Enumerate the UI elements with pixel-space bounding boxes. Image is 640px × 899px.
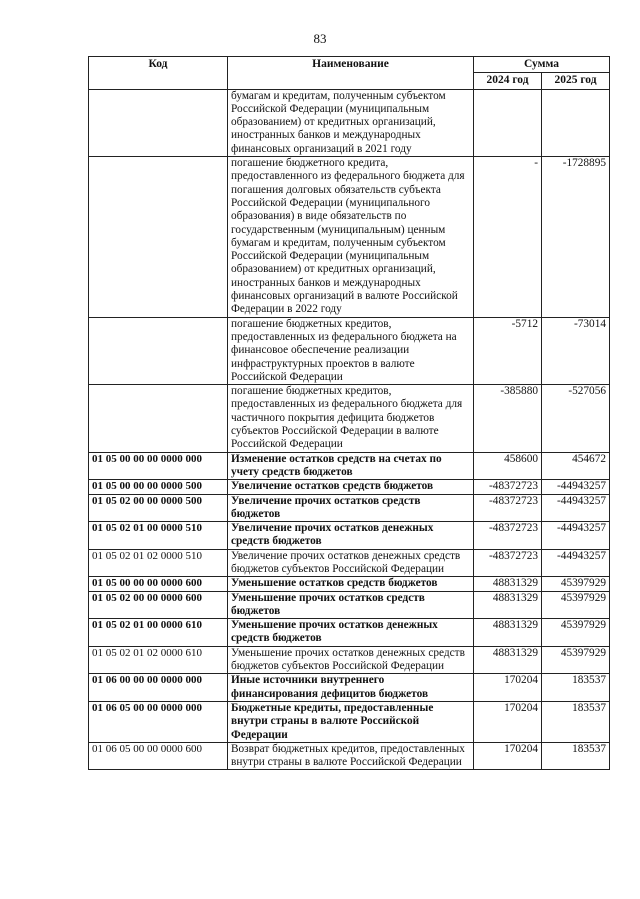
row-value-2024: 48831329 (474, 646, 542, 674)
row-code-cell: 01 05 02 01 02 0000 510 (89, 549, 228, 577)
row-value-2025: -44943257 (542, 522, 610, 550)
row-name-cell: бумагам и кредитам, полученным субъектом Российской Федерации (муниципальным образованием) от кредитных организаций, иностранных банков и международных финансовых организаций в 2021 году (228, 89, 474, 156)
row-value-2025: -73014 (542, 317, 610, 384)
header-code: Код (89, 57, 228, 90)
table-row (89, 89, 610, 156)
row-name-cell: Увеличение остатков средств бюджетов (228, 480, 474, 494)
row-value-2025: -1728895 (542, 157, 610, 318)
row-value-2025: 45397929 (542, 646, 610, 674)
row-code-cell (89, 317, 228, 384)
row-name-cell: Возврат бюджетных кредитов, предоставленных внутри страны в валюте Российской Федерации (228, 742, 474, 770)
row-value-2025: 45397929 (542, 591, 610, 619)
row-value-2024: - (474, 157, 542, 318)
table-row (89, 619, 610, 647)
header-name: Наименование (228, 57, 474, 90)
table-row (89, 157, 610, 318)
row-name-cell: Уменьшение прочих остатков средств бюджетов (228, 591, 474, 619)
row-value-2024 (474, 89, 542, 156)
row-value-2025: 45397929 (542, 577, 610, 591)
table-row (89, 674, 610, 702)
row-value-2025: -44943257 (542, 549, 610, 577)
row-value-2024: 170204 (474, 701, 542, 742)
row-name-cell: Изменение остатков средств на счетах по учету средств бюджетов (228, 452, 474, 480)
row-code-cell: 01 05 02 01 00 0000 510 (89, 522, 228, 550)
row-name-cell: погашение бюджетных кредитов, предоставленных из федерального бюджета для частичного покрытия дефицита бюджетов субъектов Российской Федерации в валюте Российской Федерации (228, 385, 474, 452)
row-code-cell: 01 06 05 00 00 0000 000 (89, 701, 228, 742)
row-name-cell: Увеличение прочих остатков средств бюджетов (228, 494, 474, 522)
row-value-2025: -44943257 (542, 480, 610, 494)
row-value-2024: -48372723 (474, 549, 542, 577)
row-code-cell: 01 05 02 01 02 0000 610 (89, 646, 228, 674)
table-header (89, 57, 610, 90)
row-name-cell: Бюджетные кредиты, предоставленные внутри страны в валюте Российской Федерации (228, 701, 474, 742)
row-code-cell (89, 157, 228, 318)
row-name-cell: Уменьшение остатков средств бюджетов (228, 577, 474, 591)
row-name-cell: Уменьшение прочих остатков денежных средств бюджетов субъектов Российской Федерации (228, 646, 474, 674)
row-code-cell: 01 06 00 00 00 0000 000 (89, 674, 228, 702)
row-value-2025: -44943257 (542, 494, 610, 522)
row-code-cell: 01 06 05 00 00 0000 600 (89, 742, 228, 770)
table-row (89, 549, 610, 577)
table-row (89, 577, 610, 591)
row-name-cell: Иные источники внутреннего финансирования дефицитов бюджетов (228, 674, 474, 702)
table-row (89, 480, 610, 494)
row-code-cell: 01 05 02 00 00 0000 500 (89, 494, 228, 522)
row-value-2024: 170204 (474, 674, 542, 702)
row-name-cell: Увеличение прочих остатков денежных средств бюджетов (228, 522, 474, 550)
row-value-2024: -48372723 (474, 480, 542, 494)
row-value-2024: -385880 (474, 385, 542, 452)
header-year-2025: 2025 год (542, 73, 610, 89)
row-code-cell: 01 05 00 00 00 0000 500 (89, 480, 228, 494)
row-code-cell: 01 05 02 01 00 0000 610 (89, 619, 228, 647)
row-value-2025: -527056 (542, 385, 610, 452)
budget-sources-table (88, 56, 610, 770)
table-body (89, 89, 610, 770)
row-name-cell: Уменьшение прочих остатков денежных средств бюджетов (228, 619, 474, 647)
header-year-2024: 2024 год (474, 73, 542, 89)
table-row (89, 591, 610, 619)
table-row (89, 452, 610, 480)
row-value-2024: 48831329 (474, 591, 542, 619)
row-value-2024: -48372723 (474, 522, 542, 550)
table-row (89, 385, 610, 452)
row-name-cell: погашение бюджетных кредитов, предоставленных из федерального бюджета на финансовое обеспечение реализации инфраструктурных проектов в валюте Российской Федерации (228, 317, 474, 384)
row-code-cell: 01 05 00 00 00 0000 600 (89, 577, 228, 591)
row-value-2024: 48831329 (474, 619, 542, 647)
row-value-2025: 183537 (542, 674, 610, 702)
row-value-2024: -48372723 (474, 494, 542, 522)
header-sum: Сумма (474, 57, 610, 73)
row-name-cell: Увеличение прочих остатков денежных средств бюджетов субъектов Российской Федерации (228, 549, 474, 577)
table-row (89, 317, 610, 384)
row-value-2024: 458600 (474, 452, 542, 480)
page-number: 83 (313, 31, 327, 46)
row-value-2025: 454672 (542, 452, 610, 480)
row-value-2025: 183537 (542, 701, 610, 742)
table-row (89, 701, 610, 742)
row-code-cell: 01 05 02 00 00 0000 600 (89, 591, 228, 619)
row-code-cell (89, 385, 228, 452)
row-value-2025 (542, 89, 610, 156)
row-code-cell (89, 89, 228, 156)
row-value-2024: -5712 (474, 317, 542, 384)
row-value-2025: 183537 (542, 742, 610, 770)
row-value-2024: 48831329 (474, 577, 542, 591)
table-row (89, 522, 610, 550)
row-value-2025: 45397929 (542, 619, 610, 647)
table-row (89, 494, 610, 522)
row-value-2024: 170204 (474, 742, 542, 770)
row-name-cell: погашение бюджетного кредита, предоставленного из федерального бюджета для погашения долговых обязательств субъекта Российской Федерации (муниципального образования) в виде обязательств по государственным (муниципальным) ценным бумагам и кредитам, полученным субъектом Российской Федерации (муниципальным образованием) от кредитных организаций, иностранных банков и международных финансовых организаций в валюте Российской Федерации в 2022 году (228, 157, 474, 318)
table-row (89, 742, 610, 770)
table-row (89, 646, 610, 674)
row-code-cell: 01 05 00 00 00 0000 000 (89, 452, 228, 480)
